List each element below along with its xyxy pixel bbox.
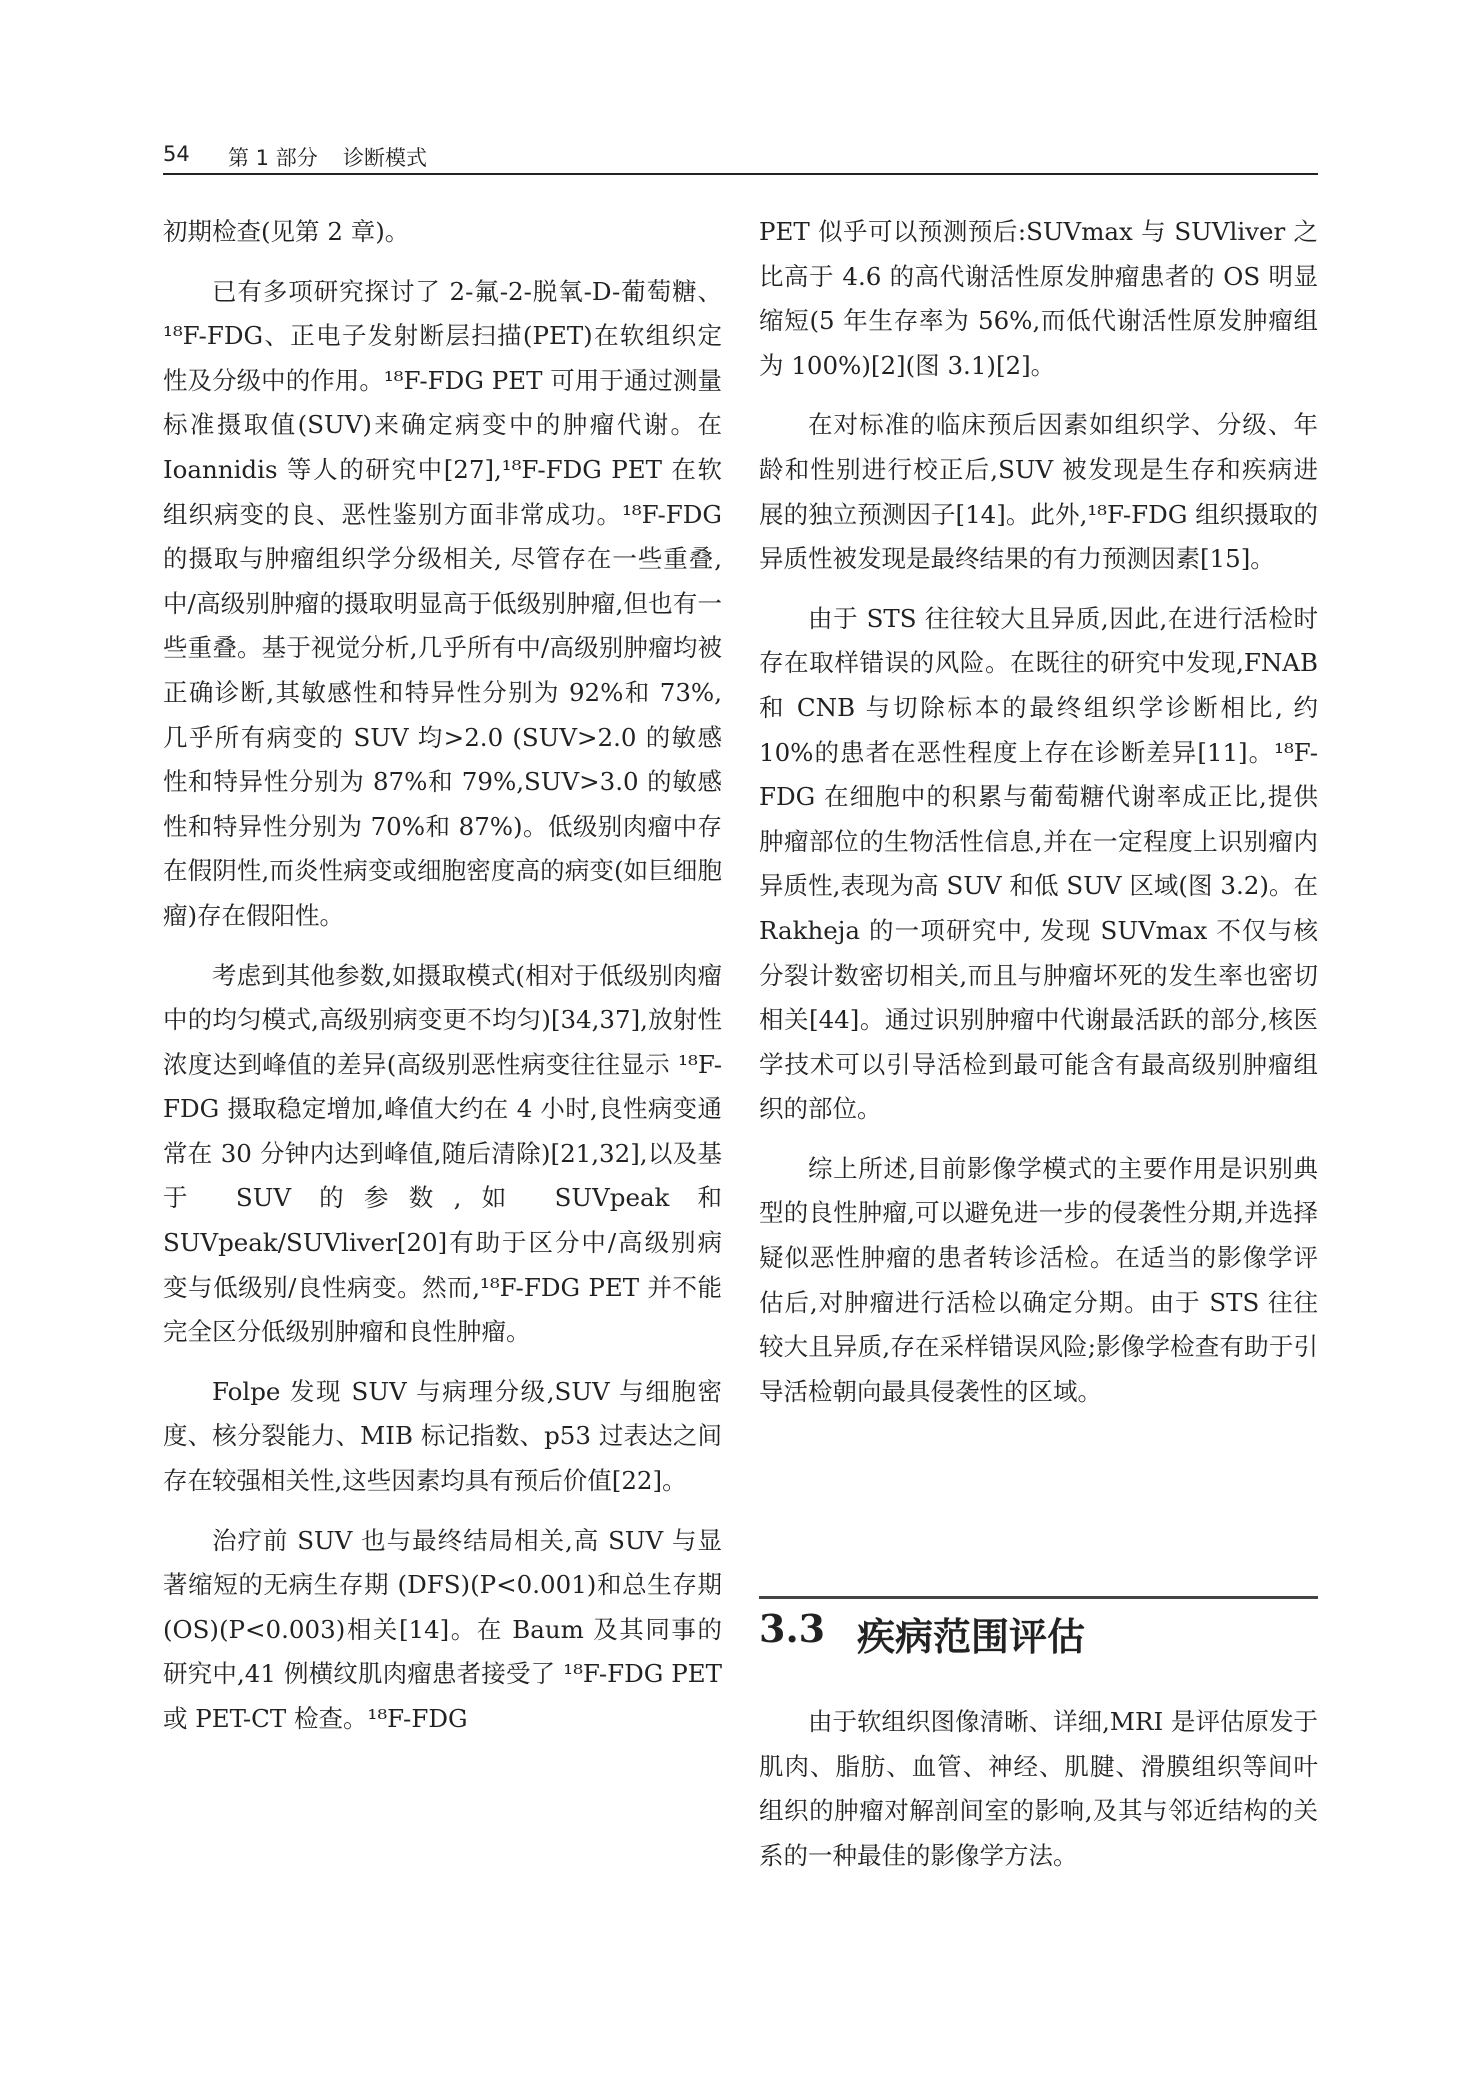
section-rule [759,1596,1318,1599]
paragraph: Folpe 发现 SUV 与病理分级,SUV 与细胞密度、核分裂能力、MIB 标记指数、p53 过表达之间存在较强相关性,这些因素均具有预后价值[22]。 [163,1376,722,1496]
part-label: 第 1 部分 [228,146,318,170]
page-number: 54 [163,142,190,166]
paragraph: 由于软组织图像清晰、详细,MRI 是评估原发于肌肉、脂肪、血管、神经、肌腱、滑膜组织等间叶组织的肿瘤对解剖间室的影响,及其与邻近结构的关系的一种最佳的影像学方法。 [759,1707,1318,1870]
paragraph: 综上所述,目前影像学模式的主要作用是识别典型的良性肿瘤,可以避免进一步的侵袭性分期,并选择疑似恶性肿瘤的患者转诊活检。在适当的影像学评估后,对肿瘤进行活检以确定分期。由于 STS 往往较大且异质,存在采样错误风险;影像学检查有助于引导活检朝向最具侵袭性的区域。 [759,1153,1318,1406]
header-title: 诊断模式 [343,146,427,170]
section-heading [759,1596,1318,1668]
running-header [163,138,1318,178]
left-column [163,210,722,1757]
section-number: 3.3 [759,1606,826,1651]
header-rule [163,173,1318,175]
paragraph: 在对标准的临床预后因素如组织学、分级、年龄和性别进行校正后,SUV 被发现是生存和疾病进展的独立预测因子[14]。此外,¹⁸F-FDG 组织摄取的异质性被发现是最终结果的有力预测因素[15]。 [759,410,1318,574]
paragraph: 初期检查(见第 2 章)。 [163,217,410,246]
paragraph: 治疗前 SUV 也与最终结局相关,高 SUV 与显著缩短的无病生存期 (DFS)(P<0.001)和总生存期(OS)(P<0.003)相关[14]。在 Baum 及其同事的研究中,41 例横纹肌肉瘤患者接受了 ¹⁸F-FDG PET 或 PET-CT 检查。¹⁸F-FDG [163,1525,722,1733]
section-body [759,1700,1318,1893]
paragraph: 由于 STS 往往较大且异质,因此,在进行活检时存在取样错误的风险。在既往的研究中发现,FNAB 和 CNB 与切除标本的最终组织学诊断相比, 约 10%的患者在恶性程度上存在诊断差异[11]。¹⁸F-FDG 在细胞中的积累与葡萄糖代谢率成正比,提供肿瘤部位的生物活性信息,并在一定程度上识别瘤内异质性,表现为高 SUV 和低 SUV 区域(图 3.2)。在 Rakheja 的一项研究中, 发现 SUVmax 不仅与核分裂计数密切相关,而且与肿瘤坏死的发生率也密切相关[44]。通过识别肿瘤中代谢最活跃的部分,核医学技术可以引导活检到最可能含有最高级别肿瘤组织的部位。 [759,603,1318,1124]
paragraph: PET 似乎可以预测预后:SUVmax 与 SUVliver 之比高于 4.6 的高代谢活性原发肿瘤患者的 OS 明显缩短(5 年生存率为 56%,而低代谢活性原发肿瘤组为 100%)[2](图 3.1)[2]。 [759,217,1318,380]
right-column [759,210,1318,1429]
paragraph: 考虑到其他参数,如摄取模式(相对于低级别肉瘤中的均匀模式,高级别病变更不均匀)[34,37],放射性浓度达到峰值的差异(高级别恶性病变往往显示 ¹⁸F-FDG 摄取稳定增加,峰值大约在 4 小时,良性病变通常在 30 分钟内达到峰值,随后清除)[21,32],以及基于 SUV 的参数,如 SUVpeak 和 SUVpeak/SUVliver[20]有助于区分中/高级别病变与低级别/良性病变。然而,¹⁸F-FDG PET 并不能完全区分低级别肿瘤和良性肿瘤。 [163,960,722,1347]
paragraph: 已有多项研究探讨了 2-氟-2-脱氧-D-葡萄糖、¹⁸F-FDG、正电子发射断层扫描(PET)在软组织定性及分级中的作用。¹⁸F-FDG PET 可用于通过测量标准摄取值(SUV)来确定病变中的肿瘤代谢。在 Ioannidis 等人的研究中[27],¹⁸F-FDG PET 在软组织病变的良、恶性鉴别方面非常成功。¹⁸F-FDG 的摄取与肿瘤组织学分级相关, 尽管存在一些重叠,中/高级别肿瘤的摄取明显高于低级别肿瘤,但也有一些重叠。基于视觉分析,几乎所有中/高级别肿瘤均被正确诊断,其敏感性和特异性分别为 92%和 73%, 几乎所有病变的 SUV 均>2.0 (SUV>2.0 的敏感性和特异性分别为 87%和 79%,SUV>3.0 的敏感性和特异性分别为 70%和 87%)。低级别肉瘤中存在假阴性,而炎性病变或细胞密度高的病变(如巨细胞瘤)存在假阳性。 [163,276,722,930]
section-title: 疾病范围评估 [857,1615,1086,1659]
